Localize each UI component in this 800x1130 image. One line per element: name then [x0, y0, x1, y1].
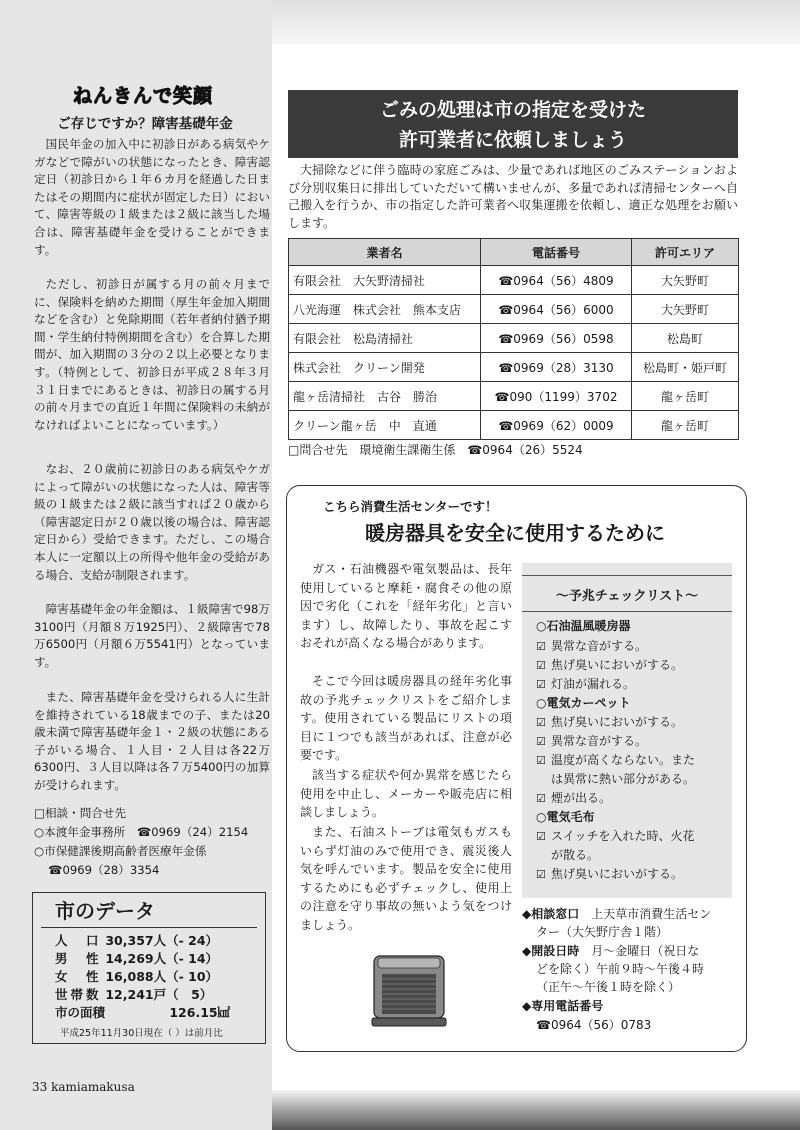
garbage-contact: □問合せ先 環境衛生課衛生係 ☎0964（26）5524: [288, 443, 583, 457]
vendor-area: 龍ヶ岳町: [632, 382, 739, 411]
checklist-item-text: 灯油が漏れる。: [551, 677, 636, 691]
checklist-item: [536, 656, 683, 673]
vendor-phone: ☎0964（56）4809: [481, 266, 632, 295]
checklist-item-text: 温度が高くならない。また: [551, 753, 696, 767]
pension-contact-heading: □相談・問合せ先: [34, 806, 127, 820]
dedicated-phone-label: ◆専用電話番号: [522, 999, 604, 1013]
garbage-article-title: [288, 90, 738, 158]
city-data-box: [32, 892, 266, 1044]
pension-paragraph-2: ただし、初診日が属する月の前々月までに、保険料を納めた期間（厚生年金加入期間などを含む）と免除期間（若年者納付猶予期間・学生納付特例期間を含む）を合算した期間が、加入期間の３分の２以上必要となります。（特例として、初診日が平成２８年３月３１日までにあるときは、初診日の属する月の前々月までの直近１年間に保険料の未納がなければよいことになっています。）: [34, 277, 270, 432]
header-phone: 電話番号: [481, 239, 632, 266]
checklist-title: ～予兆チェックリスト～: [555, 589, 699, 604]
pension-paragraph-3: なお、２０歳前に初診日のある病気やケガによって障がいの状態になった人は、障害等級の１級または２級に該当すれば２０歳から（障害認定日が２０歳以後の場合は、障害認定日から）受給できます。ただし、この場合本人に一定額以上の所得や他年金の受給がある場合、支給が制限されます。: [34, 462, 270, 582]
checkbox-icon: ☑: [536, 830, 546, 843]
city-data-value: 30,357人（- 24）: [105, 933, 219, 948]
open-hours-text-2: どを除く）午前９時～午後４時: [536, 962, 705, 976]
checklist-item-text: 焦げ臭いにおいがする。: [551, 658, 684, 672]
table-row: [289, 353, 739, 382]
table-row: [289, 295, 739, 324]
checkbox-icon: ☑: [536, 792, 546, 805]
vendor-area: 大矢野町: [632, 266, 739, 295]
garbage-title-line-1: ごみの処理は市の指定を受けた: [379, 99, 646, 121]
checklist-title-rule: [522, 611, 732, 612]
city-data-label: 人 口: [55, 933, 102, 948]
checklist-item: [536, 713, 683, 730]
city-data-value: 14,269人（- 14）: [105, 951, 219, 966]
consult-window-info: [522, 905, 711, 923]
checkbox-icon: ☑: [536, 640, 546, 653]
checklist-item-text: 異常な音がする。: [551, 639, 648, 653]
consult-window-text: 上天草市消費生活セン: [591, 907, 712, 921]
pension-paragraph-1: 国民年金の加入中に初診日がある病気やケガなどで障がいの状態になったとき、障害認定日（初診日から１年６カ月を経過した日またはその期間内に症状が固定した日）において、障害等級の１級または２級に該当した場合は、障害基礎年金を受けることができます。: [34, 137, 270, 257]
consumer-paragraph-2: そこで今回は暖房器具の経年劣化事故の予兆チェックリストをご紹介します。使用されている製品にリストの項目に１つでも該当があれば、注意が必要です。: [300, 674, 512, 763]
pension-contact-office: ○本渡年金事務所 ☎0969（24）2154: [34, 825, 249, 839]
vendor-area: 松島町・姫戸町: [632, 353, 739, 382]
vendor-area: 龍ヶ岳町: [632, 411, 739, 440]
city-data-value: 12,241戸（ 5）: [105, 987, 213, 1002]
vendor-phone: ☎0969（56）0598: [481, 324, 632, 353]
checklist-item-text: 煙が出る。: [551, 791, 612, 805]
pension-paragraph-4: 障害基礎年金の年金額は、１級障害で98万3100円（月額８万1925円）、２級障害で78万6500円（月額６万5541円）となっています。: [34, 602, 270, 669]
pension-contact-city: ○市保健課後期高齢者医療年金係: [34, 844, 207, 858]
table-row: [289, 411, 739, 440]
consumer-paragraph-3: 該当する症状や何か異常を感じたら使用を中止し、メーカーや販売店に相談しましょう。: [300, 768, 512, 820]
pension-subtitle: ご存じですか？障害基礎年金: [57, 116, 233, 132]
checklist-item: [536, 751, 695, 768]
consumer-center-title: 暖房器具を安全に使用するために: [365, 521, 665, 545]
city-data-label: 男 性: [55, 951, 102, 966]
checkbox-icon: ☑: [536, 716, 546, 729]
city-data-divider: [41, 927, 257, 928]
checklist-top-rule: [522, 575, 732, 576]
pension-column: [0, 0, 272, 1130]
consult-window-text-2: ター（大矢野庁舎１階）: [536, 925, 669, 939]
checklist-item: [536, 637, 647, 654]
checklist-item: [536, 732, 647, 749]
city-data-label: 市の面積: [55, 1005, 106, 1020]
vendor-area: 大矢野町: [632, 295, 739, 324]
checklist-item: [536, 865, 683, 882]
open-hours-info: [522, 942, 699, 960]
consumer-paragraph-1: ガス・石油機器や電気製品は、長年使用していると摩耗・腐食その他の原因で劣化（これを「経年劣化」と言います）し、故障したり、事故を起こすおそれが高くなる場合があります。: [300, 562, 512, 651]
checkbox-icon: ☑: [536, 868, 546, 881]
vendor-name: 八光海運 株式会社 熊本支店: [289, 295, 481, 324]
city-data-label: 世帯数: [55, 987, 102, 1002]
city-data-row-female: [55, 967, 218, 985]
city-data-label: 女 性: [55, 969, 102, 984]
checklist-item: [536, 827, 695, 844]
checklist-item-continuation: は異常に熱い部分がある。: [551, 772, 696, 786]
checklist-category-electric-blanket: ○電気毛布: [536, 810, 595, 824]
city-data-row-population: [55, 931, 218, 949]
checklist-item: [536, 675, 635, 692]
checklist-item-text: スイッチを入れた時、火花: [551, 829, 695, 843]
checklist-category-oil-heater: ○石油温風暖房器: [536, 619, 631, 633]
city-data-row-households: [55, 985, 212, 1003]
pension-contact-city-phone: ☎0969（28）3354: [48, 863, 160, 877]
header-area: 許可エリア: [632, 239, 739, 266]
oil-heater-illustration: [370, 950, 448, 1030]
vendor-name: クリーン龍ヶ岳 中 直通: [289, 411, 481, 440]
checkbox-icon: ☑: [536, 754, 546, 767]
checklist-category-electric-carpet: ○電気カーペット: [536, 696, 631, 710]
vendor-phone: ☎0969（28）3130: [481, 353, 632, 382]
garbage-title-line-2: 許可業者に依頼しましょう: [398, 129, 627, 151]
city-data-value: 126.15㎢: [169, 1005, 231, 1020]
checkbox-icon: ☑: [536, 735, 546, 748]
city-data-row-area: [55, 1003, 230, 1021]
open-hours-text: 月～金曜日（祝日な: [591, 944, 700, 958]
vendor-phone: ☎090（1199）3702: [481, 382, 632, 411]
checkbox-icon: ☑: [536, 659, 546, 672]
city-data-note: 平成25年11月30日現在（ ）は前月比: [60, 1028, 223, 1039]
vendor-name: 有限会社 大矢野清掃社: [289, 266, 481, 295]
table-row: [289, 266, 739, 295]
city-data-title: 市のデータ: [55, 899, 155, 923]
open-hours-label: ◆開設日時: [522, 944, 580, 958]
dedicated-phone-number: ☎0964（56）0783: [536, 1018, 652, 1032]
vendor-name: 有限会社 松島清掃社: [289, 324, 481, 353]
top-band: [272, 0, 800, 44]
checklist-item-text: 焦げ臭いにおいがする。: [551, 715, 684, 729]
open-hours-text-3: （正午～午後１時を除く）: [536, 980, 681, 994]
city-data-row-male: [55, 949, 218, 967]
consumer-center-subtitle: こちら消費生活センターです！: [323, 499, 498, 514]
vendor-name: 株式会社 クリーン開発: [289, 353, 481, 382]
page-number: 33 kamiamakusa: [32, 1080, 135, 1094]
vendor-phone: ☎0969（62）0009: [481, 411, 632, 440]
vendor-area: 松島町: [632, 324, 739, 353]
consumer-paragraph-4: また、石油ストーブは電気もガスもいらず灯油のみで使用でき、震災後人気を呼んでいます。製品を安全に使用するためにも必ずチェックし、使用上の注意を守り事故の無いよう気をつけましょう。: [300, 825, 512, 932]
pension-paragraph-5: また、障害基礎年金を受けられる人に生計を維持されている18歳までの子、または20歳未満で障害基礎年金１・２級の状態にある子がいる場合、１人目・２人目は各22万6300円、３人目以降は各７万5400円の加算が受けられます。: [34, 690, 270, 792]
vendor-table: [288, 238, 739, 440]
bottom-band: [272, 1090, 800, 1130]
table-row: [289, 382, 739, 411]
vendor-name: 龍ヶ岳清掃社 古谷 勝治: [289, 382, 481, 411]
checklist-box: [522, 563, 732, 898]
pension-series-title: ねんきんで笑顔: [72, 85, 213, 107]
checkbox-icon: ☑: [536, 678, 546, 691]
checklist-item-continuation: が散る。: [551, 848, 600, 862]
checklist-item-text: 異常な音がする。: [551, 734, 648, 748]
garbage-article-body: 大掃除などに伴う臨時の家庭ごみは、少量であれば地区のごみステーションおよび分別収集日に排出していただいて構いませんが、多量であれば清掃センターへ自己搬入を行うか、市の指定した許可業者へ収集運搬を依頼し、適正な処理をお願いします。: [288, 163, 738, 230]
checklist-item-text: 焦げ臭いにおいがする。: [551, 867, 684, 881]
consult-window-label: ◆相談窓口: [522, 907, 580, 921]
city-data-value: 16,088人（- 10）: [105, 969, 219, 984]
checklist-item: [536, 789, 611, 806]
table-row: [289, 324, 739, 353]
header-vendor-name: 業者名: [289, 239, 481, 266]
vendor-table-header: [289, 239, 739, 266]
vendor-phone: ☎0964（56）6000: [481, 295, 632, 324]
